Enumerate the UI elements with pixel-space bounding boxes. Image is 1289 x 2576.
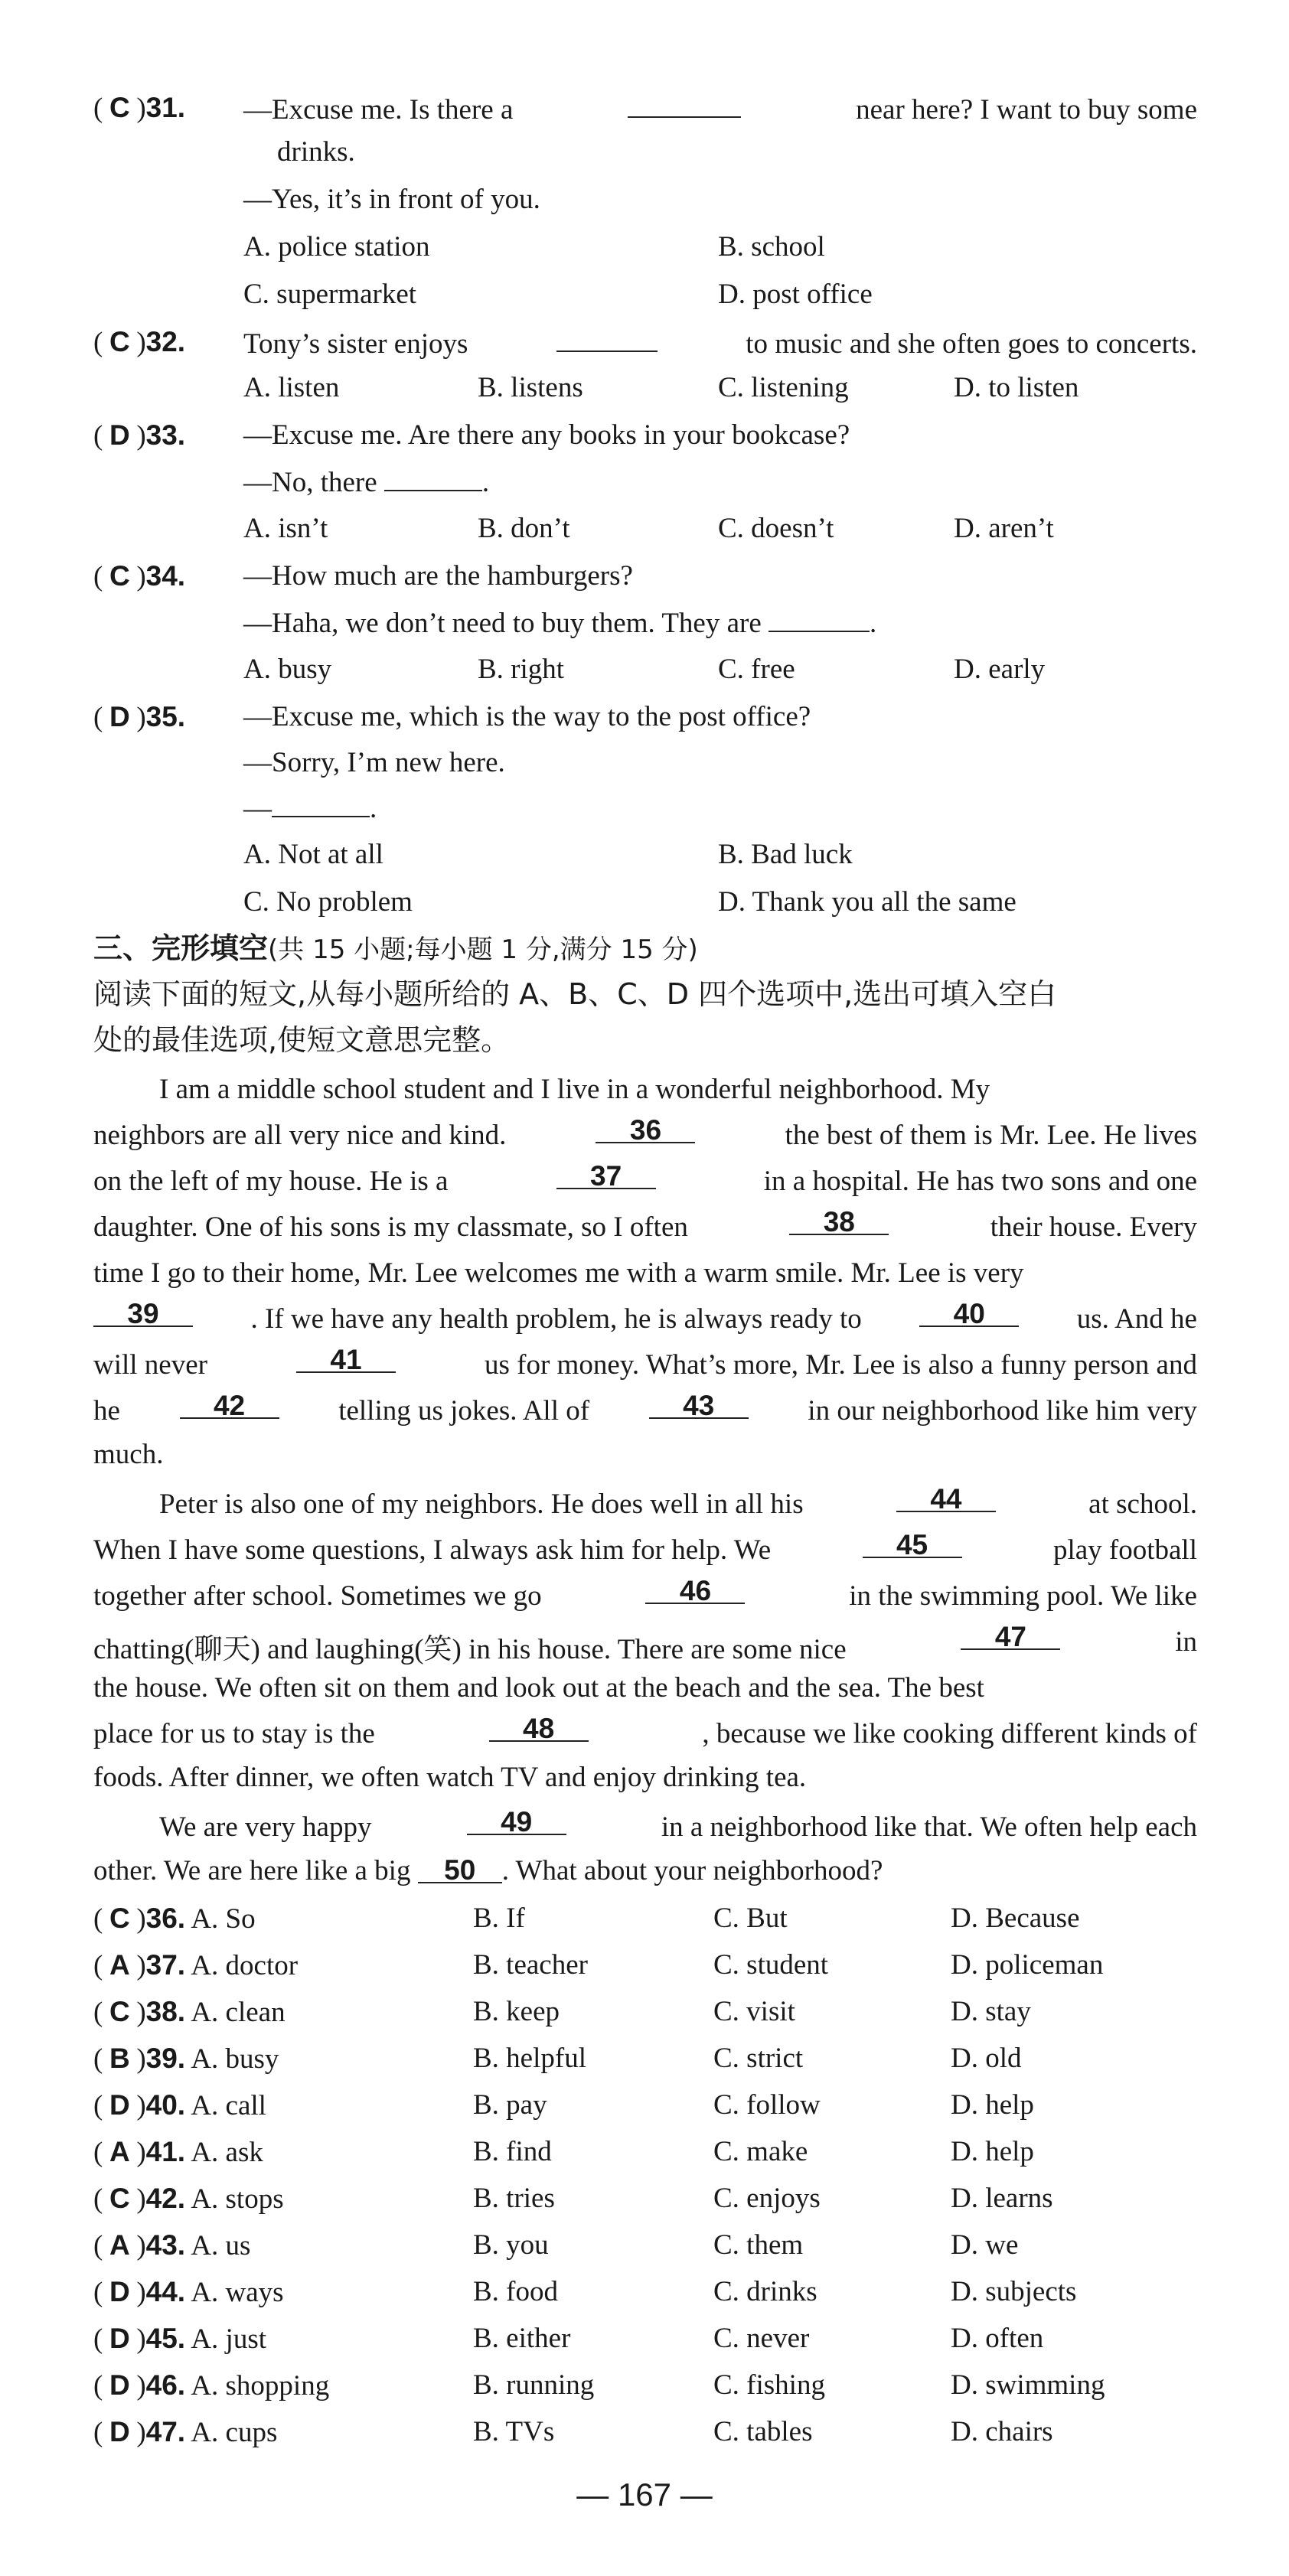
instruction-line2: 处的最佳选项,使短文意思完整。 <box>93 1023 511 1057</box>
passage-line: Peter is also one of my neighbors. He does well in all his 44 at school. <box>159 1483 1197 1520</box>
question-number: 35. <box>145 701 186 732</box>
cloze-question: ( D )40. A. call <box>93 2089 266 2121</box>
q35-line3: — . <box>243 793 377 824</box>
cloze-blank-41: 41 <box>296 1348 396 1373</box>
question-number: 33. <box>145 419 186 451</box>
cloze-blank-39: 39 <box>93 1303 193 1327</box>
option-b: B. right <box>478 654 565 685</box>
option-d: D. stay <box>951 1996 1031 2027</box>
option-a: A. isn’t <box>243 513 328 544</box>
passage-line: We are very happy 49 in a neighborhood like that. We often help each <box>159 1806 1197 1843</box>
option-b: B. food <box>473 2276 558 2307</box>
option-a: A. Not at all <box>243 839 383 870</box>
option-d: D. we <box>951 2229 1019 2261</box>
q31-line3: —Yes, it’s in front of you. <box>243 184 540 215</box>
option-b: B. TVs <box>473 2416 555 2447</box>
answer-mark: C <box>109 1903 130 1934</box>
question-number: 34. <box>145 560 186 592</box>
cloze-blank-38: 38 <box>789 1211 889 1235</box>
question-number: 39. <box>145 2043 186 2074</box>
option-b: B. find <box>473 2136 552 2167</box>
question-number: 43. <box>145 2229 186 2261</box>
question-number: 47. <box>145 2416 186 2447</box>
cloze-blank-43: 43 <box>649 1394 749 1419</box>
option-d: D. aren’t <box>954 513 1054 544</box>
question-35: ( D )35. <box>93 701 186 733</box>
page-number: — 167 — <box>576 2477 713 2512</box>
answer-mark: D <box>109 2089 130 2121</box>
option-b: B. tries <box>473 2183 555 2214</box>
answer-mark: D <box>109 2276 130 2307</box>
option-b: B. keep <box>473 1996 560 2027</box>
question-number: 36. <box>145 1903 186 1934</box>
option-c: C. visit <box>713 1996 795 2027</box>
cloze-blank-42: 42 <box>180 1394 279 1419</box>
question-number: 45. <box>145 2323 186 2354</box>
cloze-question: ( D )46. A. shopping <box>93 2369 330 2402</box>
answer-mark: D <box>109 2323 130 2354</box>
answer-mark: A <box>109 2136 130 2167</box>
option-a: A. busy <box>243 654 332 685</box>
question-number: 37. <box>145 1949 186 1981</box>
passage-line: time I go to their home, Mr. Lee welcomes me with a warm smile. Mr. Lee is very <box>93 1257 1024 1289</box>
passage-line: place for us to stay is the 48 , because we like cooking different kinds of <box>93 1713 1197 1749</box>
passage-line: I am a middle school student and I live in a wonderful neighborhood. My <box>159 1074 990 1105</box>
question-number: 46. <box>145 2369 186 2401</box>
option-d: D. post office <box>718 279 873 310</box>
option-b: B. teacher <box>473 1949 588 1981</box>
cloze-question: ( D )45. A. just <box>93 2323 266 2355</box>
question-34: ( C )34. <box>93 560 186 592</box>
passage-line: will never 41 us for money. What’s more, Mr. Lee is also a funny person and <box>93 1344 1197 1381</box>
cloze-blank-50: 50 <box>418 1859 502 1883</box>
cloze-blank-48: 48 <box>489 1717 589 1742</box>
cloze-blank-49: 49 <box>467 1811 566 1835</box>
answer-mark: A <box>109 1949 130 1981</box>
option-c: C. make <box>713 2136 808 2167</box>
answer-mark: C <box>109 326 130 357</box>
option-d: D. often <box>951 2323 1044 2354</box>
option-b: B. listens <box>478 372 583 403</box>
option-c: C. listening <box>718 372 849 403</box>
cloze-blank-44: 44 <box>896 1488 996 1512</box>
option-c: C. never <box>713 2323 810 2354</box>
q34-line1: —How much are the hamburgers? <box>243 560 633 592</box>
answer-mark: C <box>109 1996 130 2027</box>
answer-mark: C <box>109 92 130 123</box>
option-b: B. helpful <box>473 2043 586 2074</box>
option-c: C. enjoys <box>713 2183 821 2214</box>
option-b: B. If <box>473 1903 525 1934</box>
passage-line: together after school. Sometimes we go 46 in the swimming pool. We like <box>93 1575 1197 1612</box>
cloze-blank-47: 47 <box>961 1625 1060 1650</box>
option-d: D. help <box>951 2089 1034 2121</box>
q35-line1: —Excuse me, which is the way to the post office? <box>243 701 811 732</box>
option-c: C. student <box>713 1949 829 1981</box>
option-b: B. Bad luck <box>718 839 853 870</box>
option-c: C. supermarket <box>243 279 417 310</box>
option-c: C. strict <box>713 2043 804 2074</box>
answer-mark: D <box>109 2416 130 2447</box>
option-d: D. to listen <box>954 372 1079 403</box>
question-number: 32. <box>145 326 186 357</box>
cloze-blank-45: 45 <box>863 1534 962 1558</box>
question-31: ( C )31. <box>93 92 186 124</box>
question-33: ( D )33. <box>93 419 186 452</box>
option-c: C. drinks <box>713 2276 817 2307</box>
option-d: D. learns <box>951 2183 1053 2214</box>
option-c: C. But <box>713 1903 788 1934</box>
blank <box>769 608 870 632</box>
question-number: 42. <box>145 2183 186 2214</box>
question-number: 40. <box>145 2089 186 2121</box>
cloze-question: ( C )36. A. So <box>93 1903 256 1935</box>
option-c: C. follow <box>713 2089 821 2121</box>
cloze-question: ( C )38. A. clean <box>93 1996 286 2028</box>
passage-line: 39 . If we have any health problem, he is always ready to 40 us. And he <box>93 1303 1197 1335</box>
answer-mark: C <box>109 2183 130 2214</box>
blank <box>628 93 741 118</box>
blank <box>272 793 370 817</box>
option-a: A. listen <box>243 372 340 403</box>
cloze-blank-37: 37 <box>556 1165 656 1189</box>
answer-mark: B <box>109 2043 130 2074</box>
option-d: D. early <box>954 654 1046 685</box>
instruction-line1: 阅读下面的短文,从每小题所给的 A、B、C、D 四个选项中,选出可填入空白 <box>93 977 1057 1011</box>
option-c: C. No problem <box>243 886 413 918</box>
question-number: 41. <box>145 2136 186 2167</box>
cloze-question: ( C )42. A. stops <box>93 2183 284 2215</box>
q33-line2: —No, there . <box>243 467 490 498</box>
passage-line: foods. After dinner, we often watch TV and enjoy drinking tea. <box>93 1762 807 1793</box>
q31-line1: —Excuse me. Is there a near here? I want to buy some <box>243 94 1197 126</box>
passage-line: When I have some questions, I always ask him for help. We 45 play football <box>93 1529 1197 1566</box>
blank <box>556 328 658 352</box>
option-d: D. subjects <box>951 2276 1077 2307</box>
cloze-question: ( A )37. A. doctor <box>93 1949 299 1981</box>
q31-line2: drinks. <box>277 136 355 168</box>
cloze-blank-40: 40 <box>919 1303 1019 1327</box>
option-c: C. doesn’t <box>718 513 834 544</box>
option-b: B. don’t <box>478 513 570 544</box>
option-b: B. either <box>473 2323 571 2354</box>
passage-line: other. We are here like a big 50 . What about your neighborhood? <box>93 1854 883 1886</box>
q33-line1: —Excuse me. Are there any books in your bookcase? <box>243 419 850 451</box>
question-number: 38. <box>145 1996 186 2027</box>
option-c: C. free <box>718 654 795 685</box>
option-c: C. them <box>713 2229 804 2261</box>
question-number: 44. <box>145 2276 186 2307</box>
cloze-question: ( A )43. A. us <box>93 2229 251 2261</box>
section-header <box>93 931 698 965</box>
option-d: D. old <box>951 2043 1022 2074</box>
option-d: D. chairs <box>951 2416 1053 2447</box>
passage-line: neighbors are all very nice and kind. 36 the best of them is Mr. Lee. He lives <box>93 1114 1197 1151</box>
option-c: C. fishing <box>713 2369 825 2401</box>
passage-line: chatting(聊天) and laughing(笑) in his house. There are some nice 47 in <box>93 1621 1197 1665</box>
option-b: B. running <box>473 2369 595 2401</box>
q32-line1: Tony’s sister enjoys to music and she often goes to concerts. <box>243 328 1197 360</box>
option-a: A. police station <box>243 231 430 262</box>
q35-line2: —Sorry, I’m new here. <box>243 747 505 778</box>
passage-line: on the left of my house. He is a 37 in a hospital. He has two sons and one <box>93 1160 1197 1197</box>
blank <box>384 467 482 491</box>
option-d: D. policeman <box>951 1949 1104 1981</box>
passage-line: daughter. One of his sons is my classmate, so I often 38 their house. Every <box>93 1206 1197 1243</box>
q34-line2: —Haha, we don’t need to buy them. They are . <box>243 608 877 639</box>
option-d: D. Because <box>951 1903 1080 1934</box>
option-b: B. you <box>473 2229 549 2261</box>
cloze-question: ( A )41. A. ask <box>93 2136 263 2168</box>
option-b: B. school <box>718 231 825 262</box>
passage-line: much. <box>93 1439 164 1470</box>
cloze-blank-46: 46 <box>645 1580 745 1604</box>
answer-mark: D <box>109 701 130 732</box>
cloze-question: ( D )47. A. cups <box>93 2416 278 2448</box>
question-32: ( C )32. <box>93 326 186 358</box>
option-c: C. tables <box>713 2416 813 2447</box>
answer-mark: A <box>109 2229 130 2261</box>
cloze-question: ( D )44. A. ways <box>93 2276 284 2308</box>
section-subtitle: (共 15 小题;每小题 1 分,满分 15 分) <box>268 934 698 965</box>
cloze-question: ( B )39. A. busy <box>93 2043 279 2075</box>
answer-mark: C <box>109 560 130 592</box>
section-title: 三、完形填空 <box>93 931 269 965</box>
option-b: B. pay <box>473 2089 547 2121</box>
answer-mark: D <box>109 2369 130 2401</box>
option-d: D. swimming <box>951 2369 1105 2401</box>
cloze-blank-36: 36 <box>596 1119 695 1143</box>
question-number: 31. <box>145 92 186 123</box>
answer-mark: D <box>109 419 130 451</box>
option-d: D. help <box>951 2136 1034 2167</box>
option-d: D. Thank you all the same <box>718 886 1017 918</box>
passage-line: the house. We often sit on them and look out at the beach and the sea. The best <box>93 1672 984 1704</box>
passage-line: he 42 telling us jokes. All of 43 in our neighborhood like him very <box>93 1390 1197 1427</box>
